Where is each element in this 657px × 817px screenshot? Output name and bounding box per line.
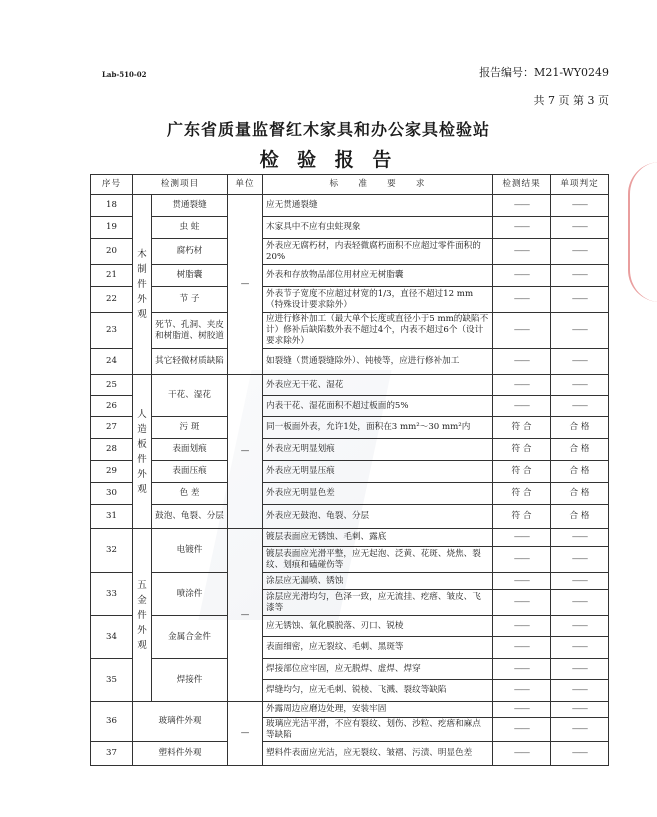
row-result: —— — [493, 742, 551, 766]
row-judgement: 合 格 — [551, 483, 609, 505]
row-item: 金属合金件 — [152, 616, 228, 659]
row-judgement: —— — [551, 590, 609, 616]
row-judgement: —— — [551, 529, 609, 547]
row-no: 19 — [91, 217, 133, 239]
category-artificial-board: 人造板件外观 — [133, 375, 152, 529]
row-result: —— — [493, 702, 551, 718]
row-requirement: 外表应无明显划痕 — [263, 439, 493, 461]
header-no: 序号 — [91, 175, 133, 195]
row-requirement: 应无贯通裂缝 — [263, 195, 493, 217]
row-result: 符 合 — [493, 505, 551, 529]
row-requirement: 塑料件表面应光洁，应无裂纹、皱褶、污渍、明显色差 — [263, 742, 493, 766]
table-row — [91, 505, 609, 529]
unit-cell: — — [228, 195, 263, 375]
table-row — [91, 573, 609, 590]
row-judgement: —— — [551, 573, 609, 590]
row-no: 34 — [91, 616, 133, 659]
row-judgement: —— — [551, 616, 609, 637]
row-result: —— — [493, 659, 551, 680]
row-result: 符 合 — [493, 483, 551, 505]
row-no: 30 — [91, 483, 133, 505]
row-result: —— — [493, 637, 551, 659]
row-requirement: 外表应无干花、湿花 — [263, 375, 493, 396]
row-judgement: —— — [551, 217, 609, 239]
row-no: 37 — [91, 742, 133, 766]
table-row — [91, 439, 609, 461]
row-item: 色 差 — [152, 483, 228, 505]
header-result: 检测结果 — [493, 175, 551, 195]
row-result: —— — [493, 349, 551, 375]
row-item: 电镀件 — [152, 529, 228, 573]
row-judgement: 合 格 — [551, 417, 609, 439]
row-no: 21 — [91, 265, 133, 287]
row-requirement: 外表应无明显色差 — [263, 483, 493, 505]
row-judgement: —— — [551, 702, 609, 718]
row-result: —— — [493, 573, 551, 590]
row-judgement: 合 格 — [551, 505, 609, 529]
row-item: 节 子 — [152, 287, 228, 313]
row-item: 虫 蛀 — [152, 217, 228, 239]
page-indicator: 共 7 页 第 3 页 — [533, 94, 609, 107]
row-requirement: 应进行修补加工（最大单个长度或直径小于5 mm的缺陷不计）修补后缺陷数外表不超过4个，内表不超过6个（设计要求除外） — [263, 313, 493, 349]
row-judgement: —— — [551, 547, 609, 573]
row-result: —— — [493, 195, 551, 217]
unit-cell: — — [228, 702, 263, 766]
row-requirement: 焊缝均匀，应无毛刺、锐棱、飞溅、裂纹等缺陷 — [263, 680, 493, 702]
row-requirement: 涂层应无漏喷、锈蚀 — [263, 573, 493, 590]
row-requirement: 应无锈蚀、氧化膜脱落、刃口、锐棱 — [263, 616, 493, 637]
row-judgement: —— — [551, 637, 609, 659]
row-judgement: —— — [551, 265, 609, 287]
row-no: 24 — [91, 349, 133, 375]
row-requirement: 外表应无明显压痕 — [263, 461, 493, 483]
row-no: 25 — [91, 375, 133, 396]
category-hardware: 五金件外观 — [133, 529, 152, 702]
row-item: 污 斑 — [152, 417, 228, 439]
row-no: 23 — [91, 313, 133, 349]
row-requirement: 外表节子宽度不应超过材宽的1/3，直径不超过12 mm（特殊设计要求除外） — [263, 287, 493, 313]
row-requirement: 外露周边应磨边处理，安装牢固 — [263, 702, 493, 718]
table-row — [91, 349, 609, 375]
row-no: 36 — [91, 702, 133, 742]
row-requirement: 焊接部位应牢固，应无脱焊、虚焊、焊穿 — [263, 659, 493, 680]
row-result: —— — [493, 616, 551, 637]
row-judgement: —— — [551, 659, 609, 680]
table-row — [91, 659, 609, 680]
row-result: —— — [493, 590, 551, 616]
row-item: 死节、孔洞、夹皮和树脂道、树胶道 — [152, 313, 228, 349]
category-wood: 木制件外观 — [133, 195, 152, 375]
table-row — [91, 217, 609, 239]
row-result: —— — [493, 313, 551, 349]
row-item: 腐朽材 — [152, 239, 228, 265]
row-result: —— — [493, 529, 551, 547]
row-result: —— — [493, 239, 551, 265]
row-result: 符 合 — [493, 461, 551, 483]
row-requirement: 同一板面外表，允许1处，面积在3 mm²～30 mm²内 — [263, 417, 493, 439]
row-requirement: 外表应无鼓泡、龟裂、分层 — [263, 505, 493, 529]
row-judgement: —— — [551, 239, 609, 265]
row-item: 其它轻微材质缺陷 — [152, 349, 228, 375]
row-item: 表面划痕 — [152, 439, 228, 461]
row-no: 18 — [91, 195, 133, 217]
row-no: 22 — [91, 287, 133, 313]
table-row — [91, 239, 609, 265]
row-item: 树脂囊 — [152, 265, 228, 287]
row-requirement: 外表和存放物品部位用材应无树脂囊 — [263, 265, 493, 287]
row-no: 20 — [91, 239, 133, 265]
row-requirement: 镀层表面应光滑平整，应无起泡、泛黄、花斑、烧焦、裂纹、划痕和磕碰伤等 — [263, 547, 493, 573]
row-no: 27 — [91, 417, 133, 439]
row-item: 干花、湿花 — [152, 375, 228, 417]
row-result: —— — [493, 718, 551, 742]
row-judgement: —— — [551, 349, 609, 375]
row-requirement: 玻璃应光洁平滑，不应有裂纹、划伤、沙粒、疙瘩和麻点等缺陷 — [263, 718, 493, 742]
row-item: 喷涂件 — [152, 573, 228, 616]
document-title: 检 验 报 告 — [259, 149, 398, 171]
row-item: 表面压痕 — [152, 461, 228, 483]
report-number: 报告编号：M21-WY0249 — [479, 66, 609, 79]
row-no: 32 — [91, 529, 133, 573]
table-row — [91, 375, 609, 396]
row-item: 焊接件 — [152, 659, 228, 702]
row-result: —— — [493, 287, 551, 313]
row-requirement: 镀层表面应无锈蚀、毛刺、露底 — [263, 529, 493, 547]
unit-cell: — — [228, 375, 263, 529]
row-item: 塑料件外观 — [133, 742, 228, 766]
row-result: —— — [493, 680, 551, 702]
row-judgement: —— — [551, 375, 609, 396]
row-result: —— — [493, 375, 551, 396]
row-result: 符 合 — [493, 439, 551, 461]
table-header-row — [91, 175, 609, 195]
row-judgement: —— — [551, 195, 609, 217]
row-requirement: 木家具中不应有虫蛀现象 — [263, 217, 493, 239]
table-row — [91, 742, 609, 766]
row-judgement: —— — [551, 680, 609, 702]
inspection-table — [90, 174, 609, 766]
table-row — [91, 616, 609, 637]
row-no: 35 — [91, 659, 133, 702]
table-row — [91, 702, 609, 718]
row-judgement: —— — [551, 313, 609, 349]
row-requirement: 如裂缝（贯通裂缝除外）、钝棱等，应进行修补加工 — [263, 349, 493, 375]
row-judgement: —— — [551, 742, 609, 766]
row-item: 贯通裂缝 — [152, 195, 228, 217]
row-judgement: 合 格 — [551, 461, 609, 483]
row-no: 29 — [91, 461, 133, 483]
row-requirement: 外表应无腐朽材，内表轻微腐朽面积不应超过零件面积的20% — [263, 239, 493, 265]
table-row — [91, 265, 609, 287]
lab-code: Lab-510-02 — [102, 70, 147, 79]
unit-cell: — — [228, 529, 263, 702]
row-result: —— — [493, 396, 551, 417]
row-requirement: 表面细密，应无裂纹、毛刺、黑斑等 — [263, 637, 493, 659]
row-no: 28 — [91, 439, 133, 461]
row-requirement: 内表干花、湿花面积不超过板面的5% — [263, 396, 493, 417]
row-item: 鼓泡、龟裂、分层 — [152, 505, 228, 529]
table-row — [91, 461, 609, 483]
header-requirement: 标 准 要 求 — [263, 175, 493, 195]
row-no: 33 — [91, 573, 133, 616]
row-result: 符 合 — [493, 417, 551, 439]
row-item: 玻璃件外观 — [133, 702, 228, 742]
row-no: 31 — [91, 505, 133, 529]
row-result: —— — [493, 217, 551, 239]
row-judgement: —— — [551, 718, 609, 742]
organization-name: 广东省质量监督红木家具和办公家具检验站 — [166, 120, 490, 139]
row-result: —— — [493, 547, 551, 573]
seal-stamp — [628, 162, 657, 302]
row-judgement: —— — [551, 287, 609, 313]
header-item: 检测项目 — [133, 175, 228, 195]
table-row — [91, 417, 609, 439]
row-no: 26 — [91, 396, 133, 417]
table-row — [91, 483, 609, 505]
table-row — [91, 313, 609, 349]
row-result: —— — [493, 265, 551, 287]
table-row — [91, 287, 609, 313]
table-row — [91, 195, 609, 217]
header-judgement: 单项判定 — [551, 175, 609, 195]
row-requirement: 涂层应光滑均匀，色泽一致，应无流挂、疙瘩、皱皮、飞漆等 — [263, 590, 493, 616]
row-judgement: —— — [551, 396, 609, 417]
table-row — [91, 529, 609, 547]
header-unit: 单位 — [228, 175, 263, 195]
row-judgement: 合 格 — [551, 439, 609, 461]
